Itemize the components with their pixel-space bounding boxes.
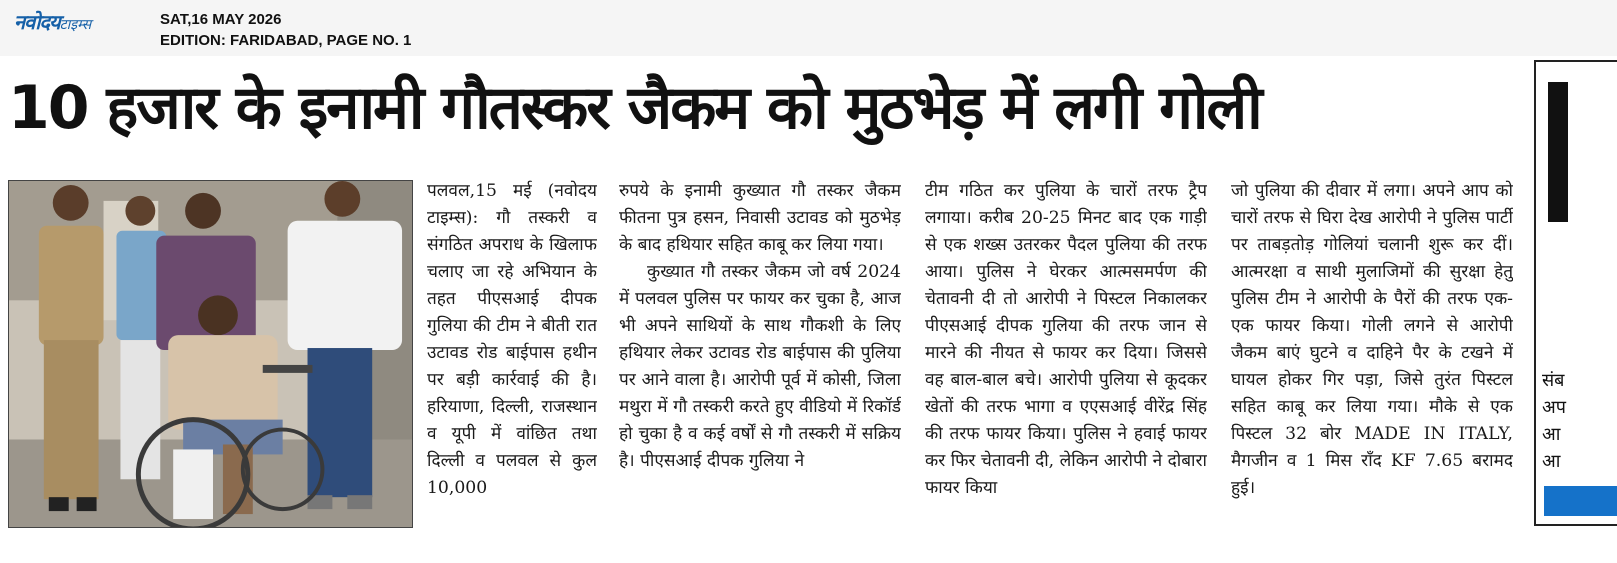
side-text-line: संब	[1542, 370, 1565, 391]
police-escort-photo-illustration	[9, 181, 412, 527]
article-paragraph: कुख्यात गौ तस्कर जैकम जो वर्ष 2024 में पलवल पुलिस पर फायर कर चुका है, आज भी अपने साथियों के साथ गौकशी के लिए हथियार लेकर उटावड रोड बाईपास की पुलिया पर आने वाला है। आरोपी पूर्व में कोसी, जिला मथुरा में गौ तस्करी करते हुए वीडियो में रिकॉर्ड हो चुका है व कई वर्षों से गौ तस्करी में सक्रिय है। पीएसआई दीपक गुलिया ने	[619, 262, 901, 471]
newspaper-logo[interactable]	[14, 8, 139, 36]
article-column-3	[925, 178, 1207, 530]
newspaper-top-bar	[0, 0, 1617, 56]
logo-sub-text: टाइम्स	[59, 17, 92, 33]
article-paragraph: टीम गठित कर पुलिया के चारों तरफ ट्रैप लगाया। करीब 20-25 मिनट बाद एक गाड़ी से एक शख्स उतरकर पैदल पुलिया की तरफ आया। पुलिस ने घेरकर आत्मसमर्पण की चेतावनी दी तो आरोपी ने पिस्टल निकालकर पीएसआई दीपक गुलिया की तरफ जान से मारने की नीयत से फायर कर दिया। जिससे वह बाल-बाल बचे। आरोपी पुलिया से कूदकर खेतों की तरफ भागा व एएसआई वीरेंद्र सिंह की तरफ फायर किया। पुलिस ने हवाई फायर कर फिर चेतावनी दी, लेकिन आरोपी ने दोबारा फायर किया	[925, 181, 1207, 498]
article-paragraph: रुपये के इनामी कुख्यात गौ तस्कर जैकम फीतना पुत्र हसन, निवासी उटावड को मुठभेड़ के बाद हथियार सहित काबू कर लिया गया।	[619, 181, 901, 255]
logo-main-text: नवोदय	[14, 10, 60, 34]
side-text-line: आ	[1542, 424, 1561, 445]
side-blue-bar	[1544, 486, 1617, 516]
article-column-4	[1231, 178, 1513, 530]
adjacent-article-fragment[interactable]	[1534, 60, 1617, 526]
article-paragraph: पलवल,15 मई (नवोदय टाइम्स): गौ तस्करी व संगठित अपराध के खिलाफ चलाए जा रहे अभियान के तहत पीएसआई दीपक गुलिया की टीम ने बीती रात उटावड रोड बाईपास हथीन पर बड़ी कार्रवाई की है।हरियाणा, दिल्ली, राजस्थान व यूपी में वांछित तथा दिल्ली व पलवल से कुल 10,000	[427, 181, 597, 498]
edition-page: EDITION: FARIDABAD, PAGE NO. 1	[160, 32, 412, 49]
edition-date: SAT,16 MAY 2026	[160, 11, 282, 28]
side-text-line: अप	[1542, 397, 1566, 418]
side-text-line: आ	[1542, 451, 1561, 472]
article-column-1	[427, 178, 597, 530]
article-paragraph: जो पुलिया की दीवार में लगा। अपने आप को चारों तरफ से घिरा देख आरोपी ने पुलिस पार्टी पर ताबड़तोड़ गोलियां चलानी शुरू कर दीं। आत्मरक्षा व साथी मुलाजिमों की सुरक्षा हेतु पुलिस टीम ने आरोपी के पैरों की तरफ एक-एक फायर किया। गोली लगने से आरोपी जैकम बाएं घुटने व दाहिने पैर के टखने में घायल होकर गिर पड़ा, जिसे तुरंत पिस्टल सहित काबू कर लिया गया। मौके से एक पिस्टल 32 बोर MADE IN ITALY, मैगजीन व 1 मिस राँद KF 7.65 बरामद हुई।	[1231, 181, 1513, 498]
article-photo[interactable]	[8, 180, 413, 528]
adjacent-image-fragment	[1548, 82, 1568, 222]
article-column-2	[619, 178, 901, 530]
edition-info	[160, 9, 411, 51]
article-headline: 10 हजार के इनामी गौतस्कर जैकम को मुठभेड़ में लगी गोली	[8, 73, 1261, 143]
